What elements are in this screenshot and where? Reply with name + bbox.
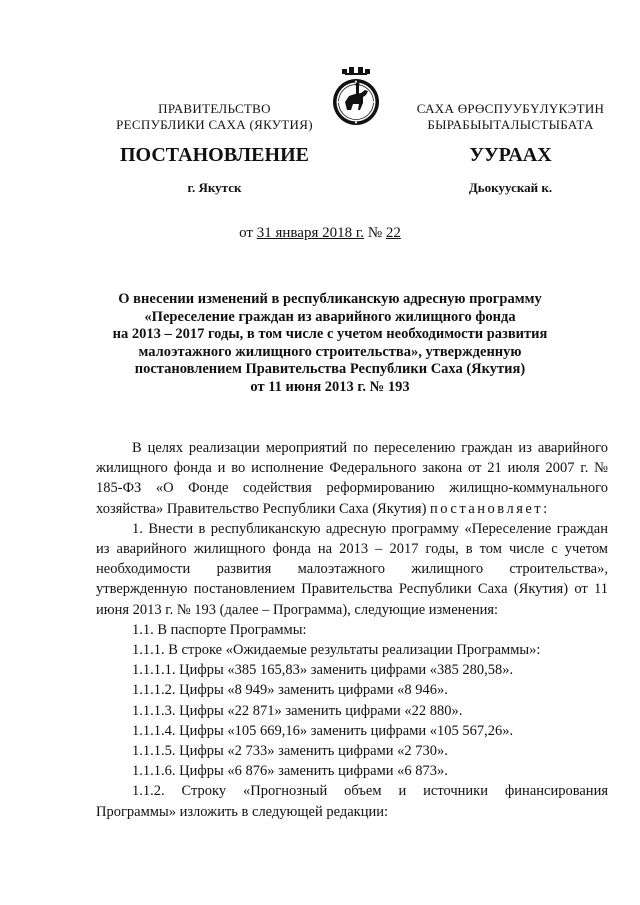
document-heading [95, 291, 565, 397]
government-name-sakha [398, 101, 623, 133]
resolves-word: постановляет: [430, 500, 550, 517]
item-1-1-1-2: 1.1.1.2. Цифры «8 949» заменить цифрами «8 946». [132, 682, 448, 699]
city-ru: г. Якутск [187, 180, 242, 195]
heading-line-6: от 11 июня 2013 г. № 193 [250, 378, 410, 395]
item-1-1-1-6: 1.1.1.6. Цифры «6 876» заменить цифрами «6 873». [132, 763, 448, 780]
document-date-number [0, 225, 640, 242]
document-number: 22 [385, 225, 401, 241]
government-name-ru-line2: РЕСПУБЛИКИ САХА (ЯКУТИЯ) [116, 117, 313, 132]
government-name-ru [112, 101, 317, 133]
intro-text: В целях реализации мероприятий по переселению граждан из аварийного жилищного фонда и во исполнение Федерального закона от 21 июля 2007 г. № 185-ФЗ «О Фонде содействия реформированию жилищно-коммунального хозяйства» Правительство Республики Саха (Якутия) [96, 440, 608, 517]
heading-line-3: на 2013 – 2017 годы, в том числе с учетом необходимости развития [112, 326, 548, 343]
item-1: 1. Внести в республиканскую адресную программу «Переселение граждан из аварийного жилищного фонда на 2013 – 2017 годы, в том числе с учетом необходимости развития малоэтажного жилищного строительства», утвержденную постановлением Правительства Республики Саха (Якутия) от 11 июня 2013 г. № 193 (далее – Программа), следующие изменения: [96, 520, 608, 618]
government-name-sakha-line2: БЫРАБЫЫТАЛЫСТЫБАТА [427, 117, 594, 132]
sakha-coat-of-arms-icon [325, 66, 387, 128]
heading-line-5: постановлением Правительства Республики Саха (Якутия) [134, 361, 526, 378]
heading-line-1: О внесении изменений в республиканскую адресную программу [118, 291, 542, 307]
intro-paragraph [96, 438, 608, 519]
city-sakha: Дьокуускай к. [468, 180, 553, 195]
heading-line-4: малоэтажного жилищного строительства», утвержденную [138, 343, 522, 360]
document-date: 31 января 2018 г. [256, 225, 365, 241]
heading-line-2: «Переселение граждан из аварийного жилищного фонда [144, 308, 516, 325]
item-1-1-1-4: 1.1.1.4. Цифры «105 669,16» заменить цифрами «105 567,26». [132, 722, 514, 739]
government-name-sakha-line1: САХА ӨРӨСПУУБҮЛҮКЭТИН [416, 101, 605, 116]
number-prefix: № [364, 225, 386, 241]
item-1-1-1-1: 1.1.1.1. Цифры «385 165,83» заменить цифрами «385 280,58». [132, 662, 514, 679]
item-1-1: 1.1. В паспорте Программы: [132, 621, 307, 638]
doc-type-title-ru: ПОСТАНОВЛЕНИЕ [120, 144, 309, 166]
government-name-ru-line1: ПРАВИТЕЛЬСТВО [158, 101, 271, 116]
date-prefix: от [239, 225, 257, 241]
item-1-1-2: 1.1.2. Строку «Прогнозный объем и источники финансирования Программы» изложить в следующей редакции: [96, 783, 608, 820]
item-1-1-1-5: 1.1.1.5. Цифры «2 733» заменить цифрами «2 730». [132, 743, 448, 760]
document-body [96, 438, 608, 822]
item-1-1-1-3: 1.1.1.3. Цифры «22 871» заменить цифрами «22 880». [132, 702, 463, 719]
doc-type-title-sakha: УУРААХ [469, 144, 552, 166]
item-1-1-1: 1.1.1. В строке «Ожидаемые результаты реализации Программы»: [132, 642, 541, 659]
emblem-crown [342, 67, 370, 75]
